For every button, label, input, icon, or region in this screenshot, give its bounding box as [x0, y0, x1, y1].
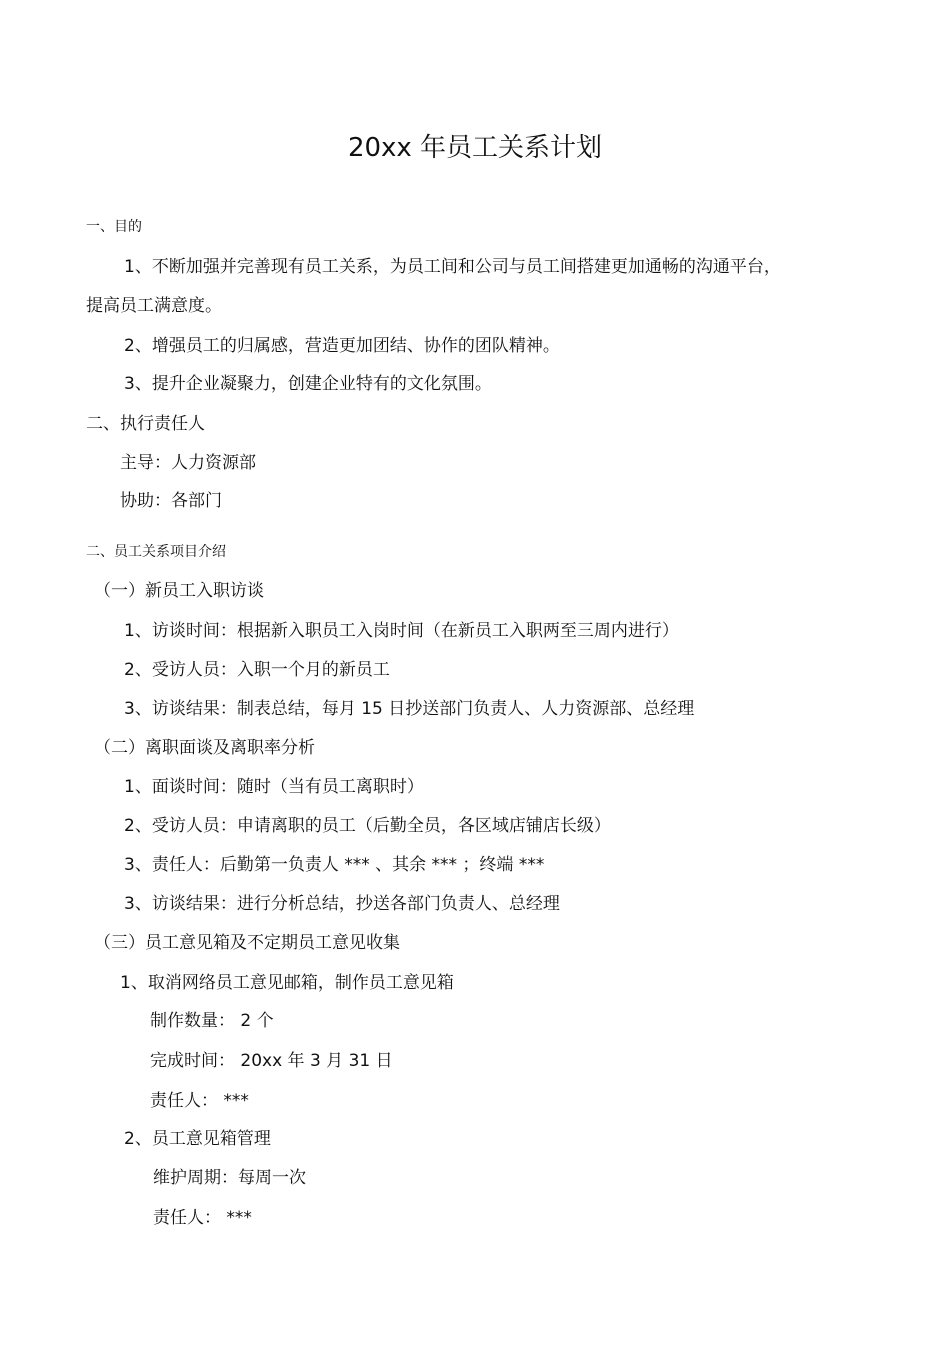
- onboarding-item-3: 3、访谈结果：制表总结，每月 15 日抄送部门负责人、人力资源部、总经理: [124, 699, 695, 719]
- suggestion-item-1-owner: 责任人： ***: [150, 1091, 249, 1111]
- section-heading-responsible: 二、执行责任人: [86, 414, 205, 434]
- section-heading-projects: 二、员工关系项目介绍: [86, 544, 226, 560]
- subsection-heading-onboarding: （一）新员工入职访谈: [94, 581, 264, 601]
- exit-interview-item-2: 2、受访人员：申请离职的员工（后勤全员，各区域店铺店长级）: [124, 816, 611, 836]
- onboarding-item-1: 1、访谈时间：根据新入职员工入岗时间（在新员工入职两至三周内进行）: [124, 621, 679, 641]
- purpose-item-1-line-1: 1、不断加强并完善现有员工关系，为员工间和公司与员工间搭建更加通畅的沟通平台，: [124, 257, 781, 277]
- document-title: 20xx 年员工关系计划: [347, 133, 603, 163]
- suggestion-item-2: 2、员工意见箱管理: [124, 1129, 271, 1149]
- purpose-item-3: 3、提升企业凝聚力，创建企业特有的文化氛围。: [124, 374, 492, 394]
- subsection-heading-suggestion-box: （三）员工意见箱及不定期员工意见收集: [94, 933, 400, 953]
- purpose-item-1-line-2: 提高员工满意度。: [86, 296, 222, 316]
- exit-interview-item-3: 3、责任人：后勤第一负责人 *** 、其余 *** ；终端 ***: [124, 855, 545, 875]
- section-heading-purpose: 一、目的: [86, 219, 142, 235]
- responsible-lead: 主导：人力资源部: [120, 453, 256, 473]
- onboarding-item-2: 2、受访人员：入职一个月的新员工: [124, 660, 390, 680]
- suggestion-item-2-cycle: 维护周期：每周一次: [153, 1168, 306, 1188]
- suggestion-item-1: 1、取消网络员工意见邮箱，制作员工意见箱: [120, 973, 454, 993]
- suggestion-item-1-date: 完成时间： 20xx 年 3 月 31 日: [150, 1051, 393, 1071]
- subsection-heading-exit-interview: （二）离职面谈及离职率分析: [94, 738, 315, 758]
- responsible-assist: 协助：各部门: [120, 491, 222, 511]
- suggestion-item-2-owner: 责任人： ***: [153, 1208, 252, 1228]
- purpose-item-2: 2、增强员工的归属感，营造更加团结、协作的团队精神。: [124, 336, 560, 356]
- suggestion-item-1-quantity: 制作数量： 2 个: [150, 1011, 274, 1031]
- exit-interview-item-1: 1、面谈时间：随时（当有员工离职时）: [124, 777, 424, 797]
- exit-interview-item-4: 3、访谈结果：进行分析总结，抄送各部门负责人、总经理: [124, 894, 560, 914]
